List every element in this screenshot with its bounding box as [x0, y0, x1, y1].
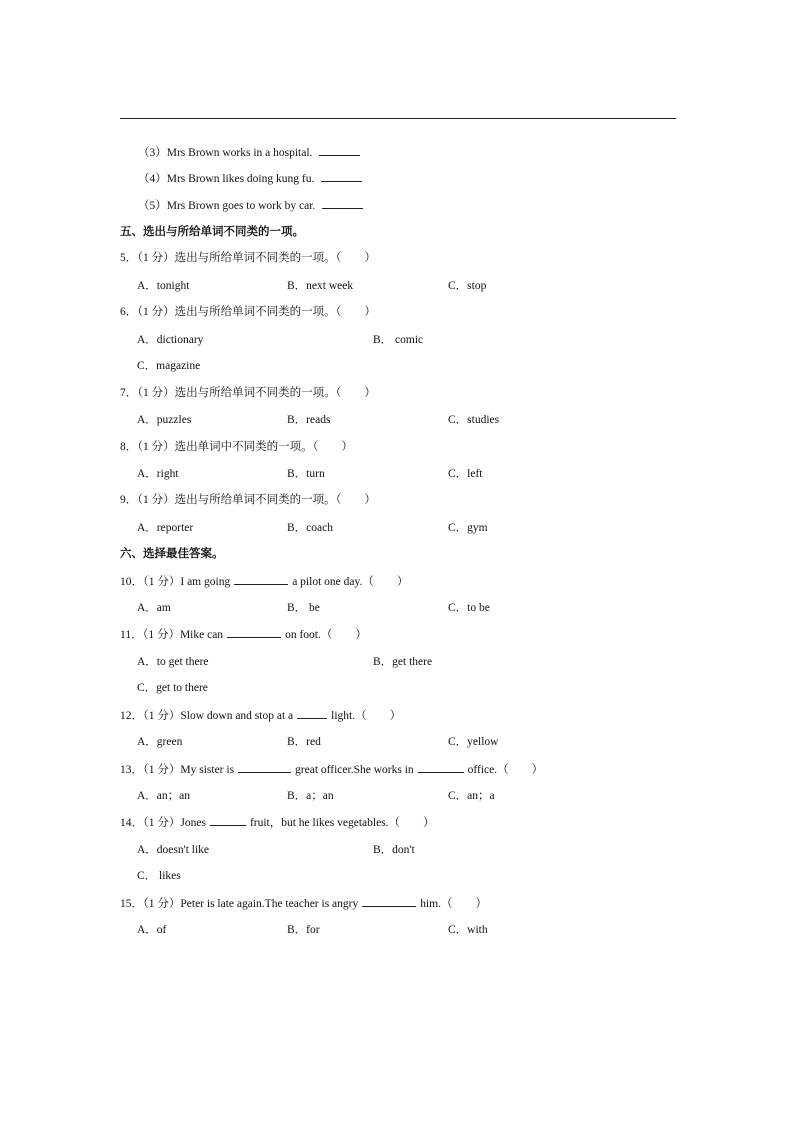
question-10-stem	[120, 574, 408, 589]
q13-option-c[interactable]: C．an；a	[448, 790, 495, 802]
q8-option-c[interactable]: C．left	[448, 468, 483, 480]
header-rule	[120, 118, 676, 119]
q5-option-b[interactable]: B．next week	[287, 280, 354, 292]
stem-text: on foot.（ ）	[285, 629, 367, 641]
question-9-stem: 9．（1 分）选出与所给单词不同类的一项。（ ）	[120, 494, 376, 506]
answer-blank[interactable]	[319, 145, 360, 156]
judge-item-5	[138, 198, 367, 213]
q7-option-c[interactable]: C．studies	[448, 414, 500, 426]
stem-text: office.（ ）	[467, 764, 544, 776]
stem-text: fruit，but he likes vegetables.（ ）	[249, 817, 435, 829]
question-8-stem: 8．（1 分）选出单词中不同类的一项。（ ）	[120, 441, 353, 453]
q12-option-c[interactable]: C．yellow	[448, 736, 499, 748]
stem-text: 14．（1 分）Jones	[120, 817, 206, 829]
answer-blank[interactable]	[238, 762, 291, 773]
q14-option-c[interactable]: C． likes	[137, 870, 181, 882]
question-11-stem	[120, 627, 367, 642]
answer-blank[interactable]	[210, 815, 246, 826]
q14-option-a[interactable]: A．doesn't like	[137, 844, 210, 856]
judge-item-3	[138, 145, 364, 160]
judge-text: （4）Mrs Brown likes doing kung fu.	[138, 173, 315, 185]
q5-option-c[interactable]: C．stop	[448, 280, 487, 292]
q14-option-b[interactable]: B．don't	[373, 844, 415, 856]
q7-option-b[interactable]: B．reads	[287, 414, 331, 426]
question-6-stem: 6．（1 分）选出与所给单词不同类的一项。（ ）	[120, 306, 376, 318]
q6-option-c[interactable]: C．magazine	[137, 360, 201, 372]
q6-option-a[interactable]: A．dictionary	[137, 334, 204, 346]
q5-option-a[interactable]: A．tonight	[137, 280, 190, 292]
stem-text: light.（ ）	[331, 710, 402, 722]
q11-option-c[interactable]: C．get to there	[137, 682, 208, 694]
question-7-stem: 7．（1 分）选出与所给单词不同类的一项。（ ）	[120, 387, 376, 399]
stem-text: 15．（1 分）Peter is late again.The teacher is angry	[120, 898, 359, 910]
q10-option-a[interactable]: A．am	[137, 602, 171, 614]
judge-text: （5）Mrs Brown goes to work by car.	[138, 200, 316, 212]
question-5-stem: 5．（1 分）选出与所给单词不同类的一项。（ ）	[120, 252, 376, 264]
q15-option-a[interactable]: A．of	[137, 924, 167, 936]
answer-blank[interactable]	[362, 896, 416, 907]
stem-text: 12．（1 分）Slow down and stop at a	[120, 710, 294, 722]
q12-option-a[interactable]: A．green	[137, 736, 183, 748]
stem-text: him.（ ）	[420, 898, 487, 910]
section-6-title: 六、选择最佳答案。	[120, 548, 224, 560]
question-13-stem	[120, 762, 543, 777]
answer-blank[interactable]	[297, 708, 327, 719]
q12-option-b[interactable]: B．red	[287, 736, 321, 748]
q15-option-b[interactable]: B．for	[287, 924, 320, 936]
answer-blank[interactable]	[227, 627, 281, 638]
q10-option-c[interactable]: C．to be	[448, 602, 490, 614]
q6-option-b[interactable]: B． comic	[373, 334, 424, 346]
answer-blank[interactable]	[321, 171, 362, 182]
stem-text: great officer.She works in	[295, 764, 414, 776]
section-5-title: 五、选出与所给单词不同类的一项。	[120, 226, 304, 238]
judge-text: （3）Mrs Brown works in a hospital.	[138, 147, 313, 159]
question-15-stem	[120, 896, 487, 911]
answer-blank[interactable]	[234, 574, 288, 585]
q9-option-a[interactable]: A．reporter	[137, 522, 194, 534]
judge-item-4	[138, 171, 366, 186]
question-14-stem	[120, 815, 435, 830]
q9-option-b[interactable]: B．coach	[287, 522, 333, 534]
q8-option-b[interactable]: B．turn	[287, 468, 325, 480]
question-12-stem	[120, 708, 401, 723]
stem-text: a pilot one day.（ ）	[292, 576, 409, 588]
stem-text: 11．（1 分）Mike can	[120, 629, 224, 641]
q10-option-b[interactable]: B． be	[287, 602, 320, 614]
q13-option-b[interactable]: B．a；an	[287, 790, 334, 802]
q7-option-a[interactable]: A．puzzles	[137, 414, 192, 426]
q11-option-a[interactable]: A．to get there	[137, 656, 209, 668]
stem-text: 10．（1 分）I am going	[120, 576, 231, 588]
stem-text: 13．（1 分）My sister is	[120, 764, 235, 776]
q15-option-c[interactable]: C．with	[448, 924, 488, 936]
q13-option-a[interactable]: A．an；an	[137, 790, 191, 802]
q11-option-b[interactable]: B．get there	[373, 656, 433, 668]
q9-option-c[interactable]: C．gym	[448, 522, 488, 534]
answer-blank[interactable]	[322, 198, 363, 209]
answer-blank[interactable]	[418, 762, 464, 773]
q8-option-a[interactable]: A．right	[137, 468, 179, 480]
